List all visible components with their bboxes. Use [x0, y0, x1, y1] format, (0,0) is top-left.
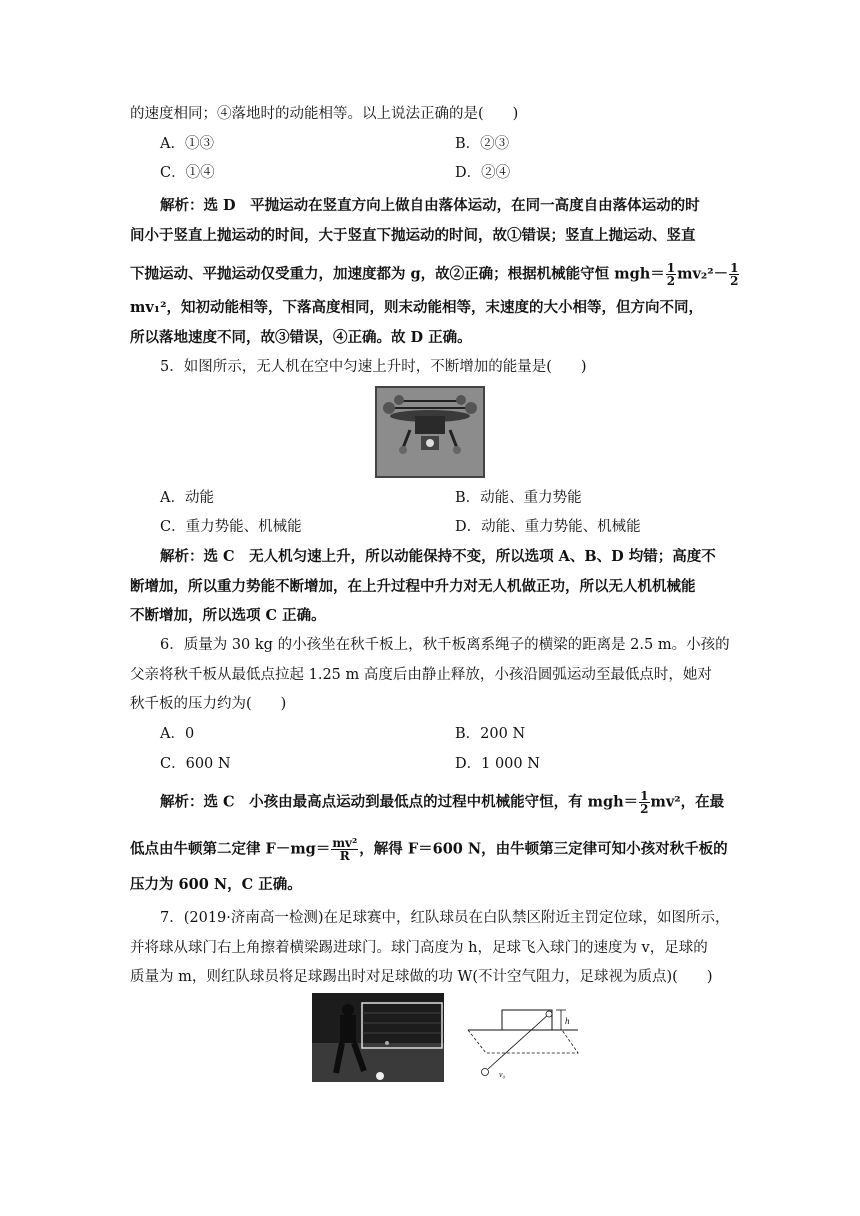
q5-stem: 5．如图所示，无人机在空中匀速上升时，不断增加的能量是( ) [160, 359, 587, 375]
q5-option-c: C．重力势能、机械能 [160, 519, 302, 535]
q7-stem-line3: 质量为 m，则红队球员将足球踢出时对足球做的功 W(不计空气阻力，足球视为质点)( ) [130, 969, 713, 985]
q4-analysis-line5: 所以落地速度不同，故③错误，④正确。故 D 正确。 [130, 329, 472, 346]
q4-analysis-line1: 解析：选 D 平抛运动在竖直方向上做自由落体运动，在同一高度自由落体运动的时 [160, 197, 700, 214]
q6-option-a: A．0 [160, 726, 195, 742]
fraction-half-2: $\frac{1}{2}$ [730, 261, 739, 288]
q5-option-b: B．动能、重力势能 [455, 490, 582, 506]
q5-analysis-line3: 不断增加，所以选项 C 正确。 [130, 607, 326, 624]
fraction-half-3: $\frac{1}{2}$ [640, 789, 649, 816]
q6-option-b: B．200 N [455, 726, 526, 742]
fraction-mv2-over-r: $\frac{\text{mv²}}{R}$ [332, 836, 358, 863]
q5-analysis-line1: 解析：选 C 无人机匀速上升，所以动能保持不变，所以选项 A、B、D 均错；高度不 [160, 548, 716, 565]
velocity-label: v₀ [499, 1070, 506, 1079]
q6-stem-line2: 父亲将秋千板从最低点拉起 1.25 m 高度后由静止释放，小孩沿圆弧运动至最低点时，她对 [130, 667, 712, 683]
soccer-photo [312, 993, 444, 1082]
q6-stem-line3: 秋千板的压力约为( ) [130, 696, 287, 712]
q5-option-a: A．动能 [160, 490, 214, 506]
q6-stem-line1: 6．质量为 30 kg 的小孩坐在秋千板上，秋千板离系绳子的横梁的距离是 2.5 m。小孩的 [160, 637, 730, 653]
drone-photo [375, 386, 485, 478]
q4-stem-tail: 的速度相同；④落地时的动能相等。以上说法正确的是( ) [130, 106, 519, 122]
q4-analysis-line4: mv₁²，知初动能相等，下落高度相同，则末动能相等，末速度的大小相等，但方向不同， [130, 299, 703, 316]
goal-diagram [466, 1005, 586, 1085]
q4-option-d: D．②④ [455, 165, 511, 181]
height-label: h [565, 1016, 570, 1026]
q6-option-d: D．1 000 N [455, 756, 540, 772]
q6-option-c: C．600 N [160, 756, 231, 772]
q6-analysis-line2: 低点由牛顿第二定律 F－mg＝ $\frac{\text{mv²}}{R}$ ，解得 F＝600 N，由牛顿第三定律可知小孩对秋千板的 [130, 836, 728, 863]
q4-option-c: C．①④ [160, 165, 215, 181]
q5-option-d: D．动能、重力势能、机械能 [455, 519, 641, 535]
q5-analysis-line2: 断增加，所以重力势能不断增加，在上升过程中升力对无人机做正功，所以无人机机械能 [130, 578, 696, 595]
q4-option-a: A．①③ [160, 136, 214, 152]
q4-analysis-line2: 间小于竖直上抛运动的时间，大于竖直下抛运动的时间，故①错误；竖直上抛运动、竖直 [130, 227, 696, 244]
q7-stem-line1: 7．(2019·济南高一检测)在足球赛中，红队球员在白队禁区附近主罚定位球，如图所示， [160, 910, 730, 926]
q4-analysis-mv2: mv₂²－ [677, 265, 729, 283]
q4-analysis-line3 [130, 262, 740, 287]
q6-analysis-line1: 解析：选 C 小孩由最高点运动到最低点的过程中机械能守恒，有 mgh＝ $\frac{1}{2}$ mv²，在最 [160, 789, 725, 816]
q6-analysis-line3: 压力为 600 N，C 正确。 [130, 876, 302, 893]
q7-stem-line2: 并将球从球门右上角擦着横梁踢进球门。球门高度为 h，足球飞入球门的速度为 v，足球的 [130, 940, 708, 956]
q4-option-b: B．②③ [455, 136, 510, 152]
q4-analysis-line3-text: 下抛运动、平抛运动仅受重力，加速度都为 g，故②正确；根据机械能守恒 mgh＝ [130, 265, 665, 283]
fraction-half: $\frac{1}{2}$ [666, 261, 676, 288]
